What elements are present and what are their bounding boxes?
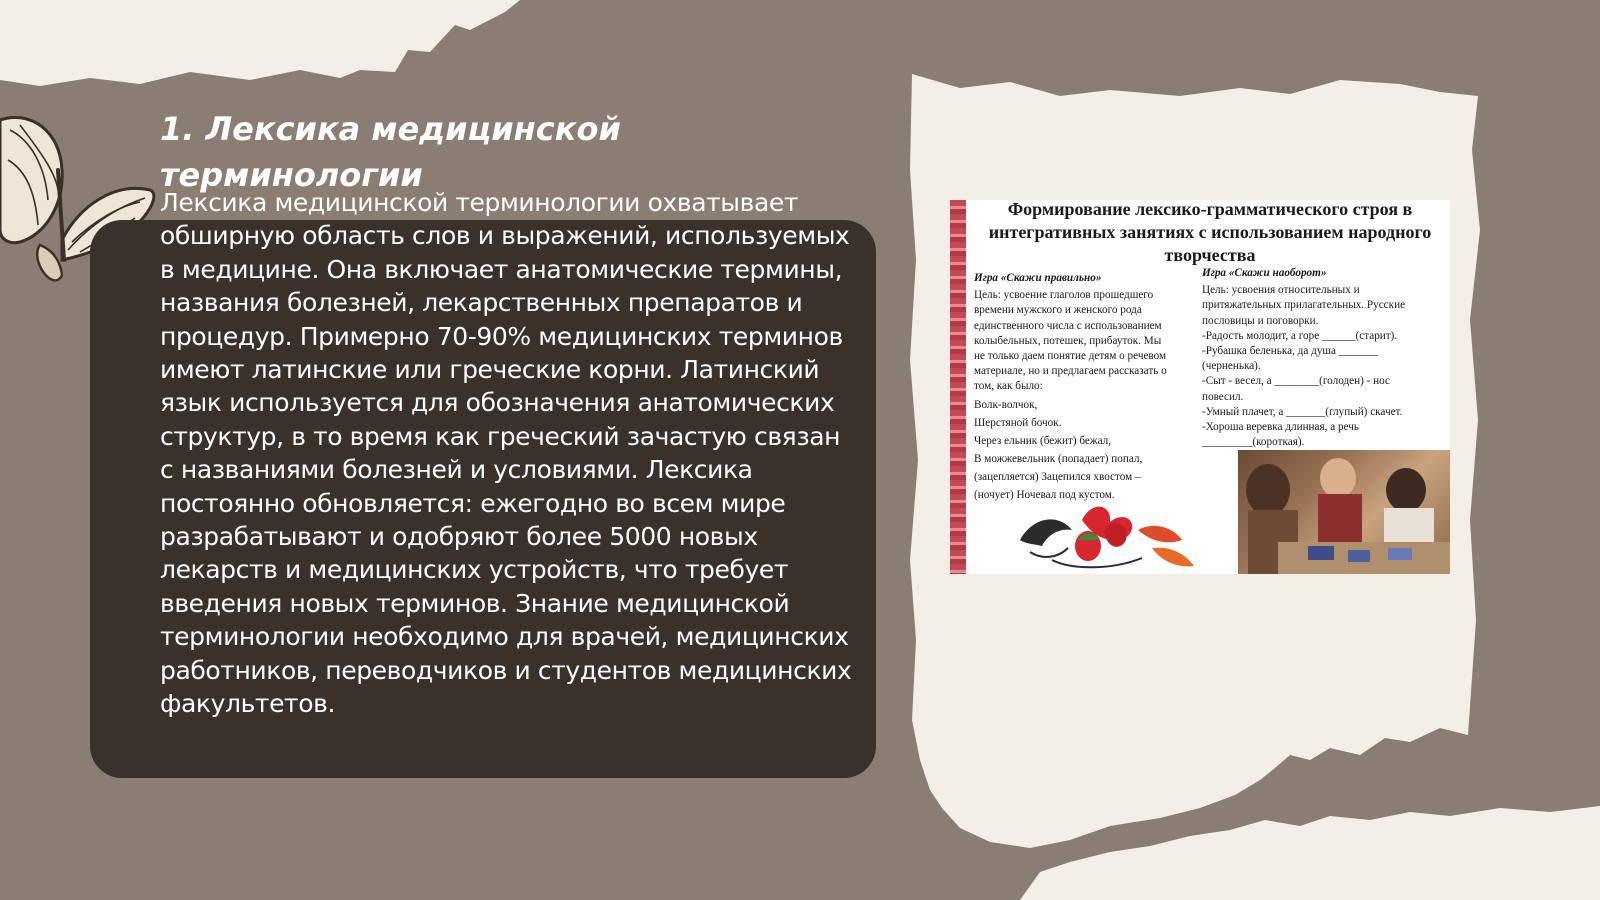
text-line: -Радость молодит, а горе ______(старит). [1202, 329, 1398, 342]
poem-line: Шерстяной бочок. [974, 416, 1062, 429]
poem-line: В можжевельник (попадает) попал, [974, 452, 1143, 465]
text-line: колыбельных, потешек, прибауток. Мы [974, 334, 1162, 347]
text-line: -Хороша веревка длинная, а речь [1202, 421, 1360, 434]
torn-paper-top [0, 0, 520, 86]
image-heading: Формирование лексико-грамматического строя в интегративных занятиях с использованием народного творчества [988, 200, 1432, 265]
text-line: материале, но и предлагаем рассказать о [974, 365, 1167, 378]
ornament-stripe [950, 200, 966, 574]
text-line: -Сыт - весел, а ________(голоден) - нос [1202, 375, 1390, 388]
text-line: единственного числа с использованием [974, 319, 1162, 332]
body-paragraph: Лексика медицинской терминологии охватывает обширную область слов и выражений, используемых в медицине. Она включает анатомические термины, названия болезней, лекарственных препаратов и процедур. Примерно 70-90% медицинских терминов имеют латинские или греческие корни. Латинский язык используется для обозначения анатомических структур, в то время как греческий зачастую связан с названиями болезней и условиями. Лексика постоянно обновляется: ежегодно во всем мире разрабатывают и одобряют более 5000 новых лекарств и медицинских устройств, что требует введения новых терминов. Знание медицинской терминологии необходимо для врачей, медицинских работников, переводчиков и студентов медицинских факультетов. [160, 188, 852, 719]
text-line: _________(короткая). [1202, 436, 1305, 449]
text-line: том, как было: [974, 380, 1043, 393]
poem-line: (зацепляется) Зацепился хвостом – [974, 470, 1141, 483]
game-left [974, 271, 1200, 504]
poem-line: Через ельник (бежит) бежал, [974, 434, 1112, 447]
text-line: пословицы и поговорки. [1202, 314, 1319, 327]
text-line: Цель: усвоения относительных и [1202, 284, 1360, 297]
text-line: повесил. [1202, 390, 1244, 403]
photo-content [1238, 450, 1450, 574]
text-line: притяжательных прилагательных. Русские [1202, 299, 1406, 312]
game-left-title: Игра «Скажи правильно» [974, 272, 1102, 284]
poem-line: (ночует) Ночевал под кустом. [974, 488, 1115, 501]
text-line: Цель: усвоение глаголов прошедшего [974, 289, 1154, 302]
text-line: -Рубашка беленька, да душа _______ [1202, 345, 1378, 358]
text-line: не только даем понятие детям о речевом [974, 350, 1167, 363]
page-title: 1. Лексика медицинской терминологии [160, 110, 621, 194]
text-line: времени мужского и женского рода [974, 304, 1142, 317]
photo-children [1238, 450, 1450, 574]
poem-line: Волк-волчок, [974, 398, 1038, 411]
floral-ornament-icon [1012, 500, 1202, 574]
game-right [1202, 266, 1442, 450]
game-right-title: Игра «Скажи наоборот» [1202, 267, 1327, 279]
text-line: -Умный плачет, а _______(глупый) скачет. [1202, 405, 1403, 418]
text-line: (черненька). [1202, 360, 1261, 373]
embedded-slide-image [950, 200, 1450, 574]
poem [974, 396, 1200, 504]
